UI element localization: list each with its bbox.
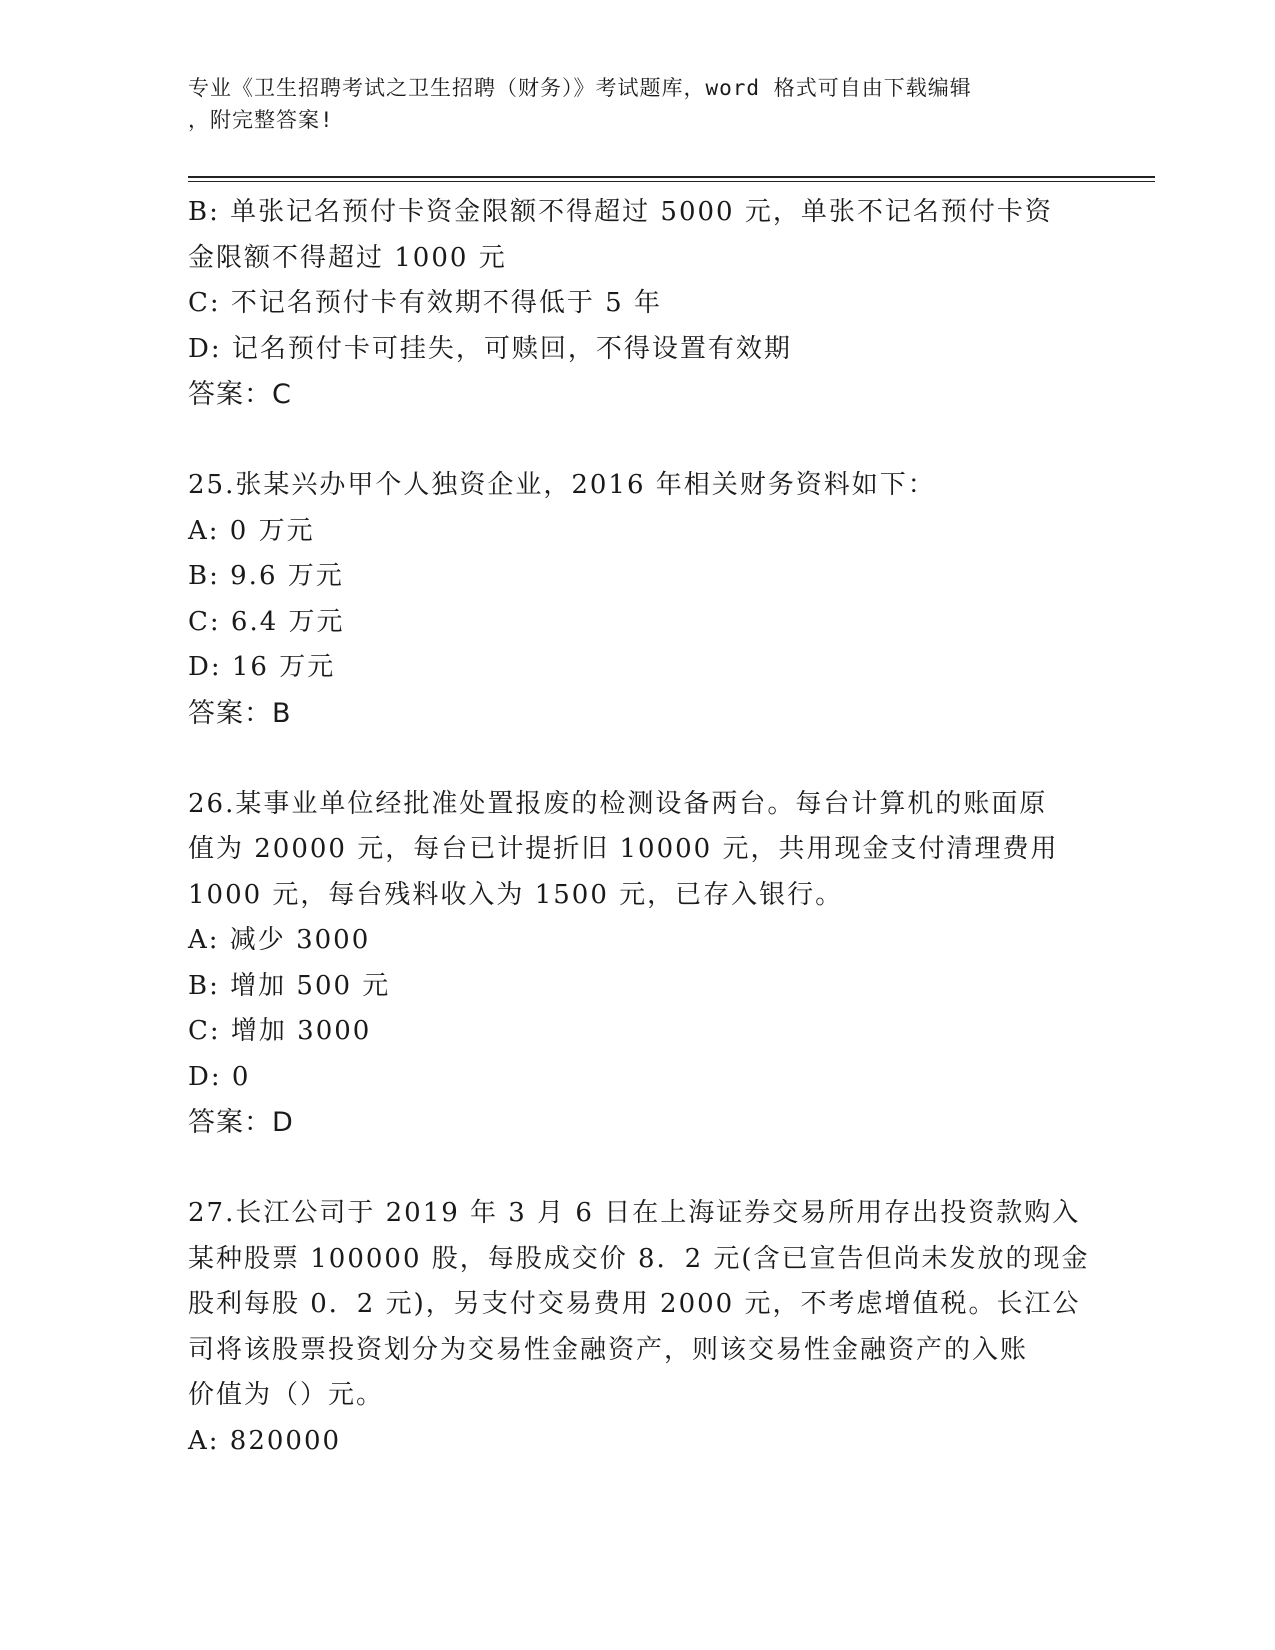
option-c: C: 不记名预付卡有效期不得低于 5 年 bbox=[188, 288, 662, 318]
question-stem-line-3: 股利每股 0．2 元)，另支付交易费用 2000 元，不考虑增值税。长江公 bbox=[188, 1289, 1081, 1319]
question-stem-line-1: 27.长江公司于 2019 年 3 月 6 日在上海证券交易所用存出投资款购入 bbox=[188, 1198, 1081, 1228]
option-d: D: 0 bbox=[188, 1061, 251, 1092]
header-divider-thin bbox=[188, 181, 1155, 182]
header-title-line-2: ，附完整答案! bbox=[188, 108, 334, 132]
question-stem-line-3: 1000 元，每台残料收入为 1500 元，已存入银行。 bbox=[188, 879, 844, 910]
option-d: D: 16 万元 bbox=[188, 652, 336, 682]
answer-label: 答案：C bbox=[188, 379, 292, 410]
answer-label: 答案：B bbox=[188, 697, 292, 729]
spacer bbox=[188, 1146, 1088, 1192]
option-a: A: 减少 3000 bbox=[188, 925, 371, 955]
page-header bbox=[188, 72, 1068, 136]
option-b-line-2: 金限额不得超过 1000 元 bbox=[188, 242, 507, 273]
question-24-block bbox=[188, 190, 1088, 418]
answer-label: 答案：D bbox=[188, 1107, 294, 1138]
question-stem-line-2: 某种股票 100000 股，每股成交价 8．2 元(含已宣告但尚未发放的现金 bbox=[188, 1243, 1090, 1274]
question-26-block bbox=[188, 782, 1088, 1146]
option-b: B: 增加 500 元 bbox=[188, 970, 391, 1001]
question-stem-line-1: 26.某事业单位经批准处置报废的检测设备两台。每台计算机的账面原 bbox=[188, 788, 1048, 819]
option-a: A: 0 万元 bbox=[188, 515, 315, 546]
option-d: D: 记名预付卡可挂失，可赎回，不得设置有效期 bbox=[188, 333, 792, 364]
question-25-block bbox=[188, 463, 1088, 736]
question-stem-line-4: 司将该股票投资划分为交易性金融资产，则该交易性金融资产的入账 bbox=[188, 1334, 1029, 1365]
question-27-block bbox=[188, 1191, 1088, 1464]
spacer bbox=[188, 736, 1088, 782]
header-divider-thick bbox=[188, 176, 1155, 178]
question-stem: 25.张某兴办甲个人独资企业，2016 年相关财务资料如下： bbox=[188, 470, 936, 500]
question-stem-line-2: 值为 20000 元，每台已计提折旧 10000 元，共用现金支付清理费用 bbox=[188, 834, 1059, 864]
option-b: B: 9.6 万元 bbox=[188, 561, 344, 591]
header-title-line-1: 专业《卫生招聘考试之卫生招聘（财务）》考试题库，word 格式可自由下载编辑 bbox=[188, 76, 972, 100]
option-a: A: 820000 bbox=[188, 1425, 342, 1456]
option-b-line-1: B: 单张记名预付卡资金限额不得超过 5000 元，单张不记名预付卡资 bbox=[188, 197, 1053, 227]
option-c: C: 增加 3000 bbox=[188, 1016, 372, 1046]
question-content bbox=[188, 190, 1088, 1464]
question-stem-line-5: 价值为（）元。 bbox=[188, 1380, 385, 1410]
option-c: C: 6.4 万元 bbox=[188, 606, 345, 637]
spacer bbox=[188, 418, 1088, 464]
